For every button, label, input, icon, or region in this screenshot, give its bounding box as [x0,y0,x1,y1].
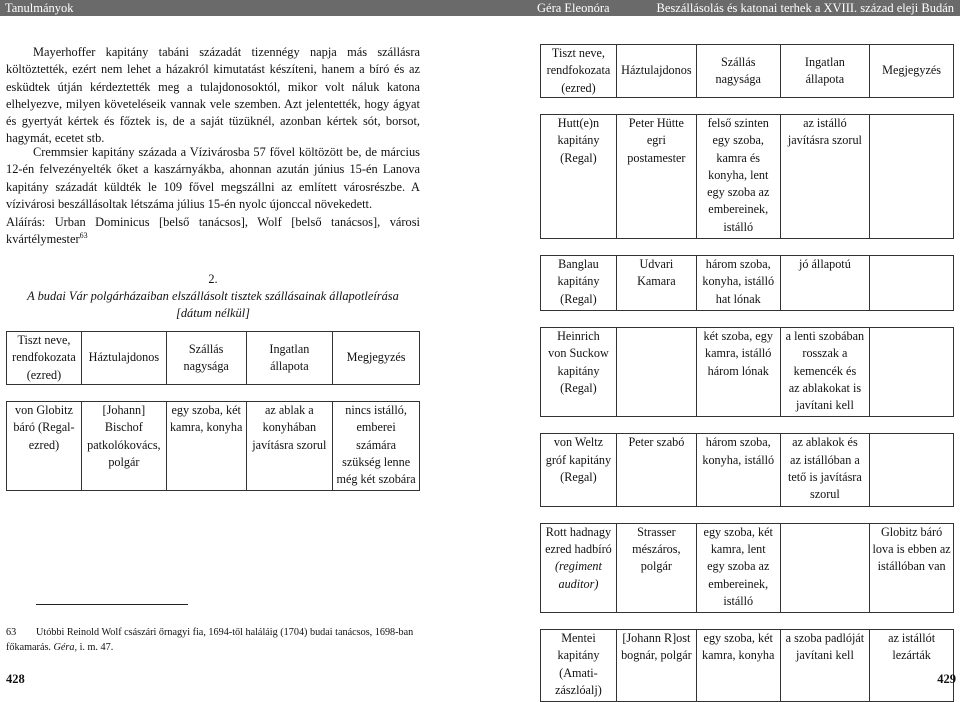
cell-owner [616,434,696,506]
cell-quarters [696,256,780,311]
cell-owner [616,256,696,311]
cell-line: Háztulajdonos [621,63,692,78]
cell-line: javítani kell [795,648,854,663]
cell-line: egy szoba az [707,185,770,200]
cell-officer [7,402,82,491]
table-row [541,523,954,612]
signature-line: Aláírás: Urban Dominicus [belső tanácsos], Wolf [belső tanácsos], városi kvártélymester$^{63}$ [6,215,420,247]
footnote-source: Géra, [53,642,78,653]
right-table-header [541,45,954,98]
cell-line: szükség lenne [342,454,411,469]
cell-line: Megjegyzés [346,350,406,365]
cell-line: (ezred) [561,80,596,95]
left-table-header [7,332,420,385]
cell-line: konyha, lent [708,167,769,182]
cell-line: von Globitz [15,403,73,417]
running-header [0,0,960,16]
cell-line: felső szinten [707,116,769,130]
cell-line: az ablakokat is [788,380,862,395]
header-section: Tanulmányok [5,1,74,15]
cell-line: istálló [723,593,754,608]
cell-line: Strasser [637,524,676,539]
cell-line: tető is javításra [788,470,862,485]
cell-line: embereinek, [708,576,769,591]
row-gap [541,506,954,523]
cell-line: nincs istálló, [345,403,407,417]
cell-line: mészáros, [632,541,681,556]
cell-line: állapota [270,359,309,373]
cell-line: postamester [627,150,686,165]
page-number-left: 428 [6,672,25,686]
row-gap [541,417,954,434]
document-date: [dátum nélkül] [176,306,250,320]
cell-line: az istállóban a [790,452,860,467]
cell-line: Bischof [104,420,143,435]
page-number-right: 429 [937,672,956,686]
cell-line: számára [356,437,397,452]
cell-remarks [870,256,954,311]
cell-quarters [696,630,780,702]
cell-owner [616,115,696,239]
cell-line: bognár, polgár [621,648,692,663]
cell-line: zászlóalj) [555,683,602,698]
row-gap [541,98,954,115]
cell-line: javítani kell [795,398,854,413]
cell-condition [780,630,870,702]
table-row [541,630,954,702]
cell-line: Peter szabó [628,435,685,450]
cell-quarters [696,327,780,416]
header-condition [780,45,870,98]
cell-line: (Regal) [560,380,597,395]
cell-line: kamra, lent [710,541,766,556]
cell-line: lova is ebben az [872,541,951,556]
cell-officer [541,523,617,612]
cell-line: három lónak [707,363,769,378]
cell-line: (regiment [554,559,602,574]
header-condition [246,332,333,385]
cell-owner [616,630,696,702]
document-number: 2. [208,272,218,286]
cell-line: Banglau [558,257,599,272]
cell-line: auditor) [558,576,599,591]
row-gap [541,613,954,630]
cell-line: egy szoba, két [703,631,773,646]
cell-line: lezárták [892,648,931,663]
cell-line: javításra szorul [252,437,327,452]
cell-owner [616,327,696,416]
document-title: A budai Vár polgárházaiban elszállásolt tisztek szállásainak állapotleírása [27,289,399,303]
header-officer [541,45,617,98]
cell-line: kapitány [557,363,600,378]
footnote-divider [36,604,188,605]
cell-officer [541,630,617,702]
cell-line: Heinrich [557,328,600,343]
cell-quarters [696,434,780,506]
cell-line: még két szobára [336,472,416,487]
cell-line: kamra, istálló [705,346,772,361]
cell-condition [780,434,870,506]
table-row [541,327,954,416]
right-table [540,44,954,702]
cell-line: Háztulajdonos [88,350,160,365]
cell-line: gróf kapitány [545,452,612,467]
cell-line: egy szoba, két [703,524,773,539]
cell-line: állapota [805,72,845,86]
cell-line: (Amati- [559,665,598,680]
cell-line: rendfokozata [12,350,76,365]
cell-line: az ablak a [265,403,314,417]
cell-condition [780,256,870,311]
cell-line: Szállás [188,341,224,356]
header-author: Géra Eleonóra [537,1,610,15]
cell-line: Hutt(e)n [557,116,600,130]
cell-line: a lenti szobában [785,328,865,343]
cell-line: Rott hadnagy [545,524,612,539]
cell-line: Szállás [720,54,756,69]
cell-remarks [870,327,954,416]
cell-line: szorul [810,487,840,502]
cell-remarks [333,402,420,491]
cell-line: kemencék és [793,363,857,378]
cell-line: hat lónak [715,291,761,306]
cell-line: polgár [108,454,140,469]
header-owner [81,332,166,385]
cell-line: rendfokozata [546,63,611,78]
cell-line: két szoba, egy [703,328,773,343]
footnote-text: Utóbbi Reinold Wolf császári őrnagyi fia, 1694-től haláláig (1704) budai tanácsos, 1698-ban főkamarás. [6,627,414,653]
cell-line: (Regal) [560,150,597,165]
row-gap [7,385,420,402]
cell-line: [Johann] [102,403,146,417]
cell-line: kamra, konyha [169,420,243,435]
cell-quarters [696,523,780,612]
header-owner [616,45,696,98]
footnote [6,625,430,655]
header-title: Beszállásolás és katonai terhek a XVIII. század eleji Budán [656,1,954,15]
cell-line: egy szoba, [712,133,764,148]
table-row [7,402,420,491]
cell-line: patkolókovács, [87,437,161,452]
cell-line: Ingatlan [269,341,310,356]
cell-line: Tiszt neve, [551,46,605,61]
table-row [541,115,954,239]
cell-line: (Regal) [560,470,597,485]
cell-remarks [870,115,954,239]
cell-line: istállóban van [877,559,946,574]
cell-line: egy szoba az [707,559,770,574]
cell-line: (Regal) [560,291,597,306]
cell-officer [541,256,617,311]
cell-line: kapitány [557,274,600,289]
cell-officer [541,115,617,239]
cell-line: von Weltz [553,435,604,450]
cell-condition [780,523,870,612]
cell-line: Megjegyzés [882,63,942,78]
cell-line: rosszak a [802,346,848,361]
cell-line: istálló [723,219,754,234]
cell-line: Globitz báró [880,524,943,539]
row-gap [541,239,954,256]
header-remarks [870,45,954,98]
cell-line: Tiszt neve, [17,333,71,348]
cell-line: Ingatlan [804,54,845,69]
cell-line: ezred hadbíró [545,541,612,556]
cell-condition [780,327,870,416]
cell-condition [780,115,870,239]
cell-line: ezred) [28,437,60,452]
cell-line: az ablakok és [792,435,858,450]
cell-line: nagysága [715,72,761,86]
cell-remarks [870,434,954,506]
cell-line: [Johann R]ost [622,631,691,646]
cell-quarters [696,115,780,239]
cell-line: kamra, konyha [702,648,775,663]
cell-line: a szoba padlóját [785,631,865,646]
cell-line: báró (Regal- [13,420,75,435]
paragraph-mayerhoffer: Mayerhoffer kapitány tabáni századát tizennégy napja más szállásra költöztették, ezért nem lehet a házakról kimutatást készíteni, hanem a bíró és az esküdtek útján kérdeztették meg a tulajdonosoktól, mikor volt náluk katona elhelyezve, milyen követeléseik vannak vele szemben. Azt jelentették, hogy ágyat és gyertyát kértek és főztek is, de a saját tüzüknél, azonban kértek sót, borsot, hagymát, ecetet stb. [6,45,420,146]
cell-officer [541,327,617,416]
cell-remarks [870,630,954,702]
cell-line: kamra és [716,150,761,165]
row-gap [541,310,954,327]
cell-line: jó állapotú [799,257,851,272]
cell-line: konyhában [262,420,317,435]
header-quarters [166,332,246,385]
cell-line: egy szoba, két [171,403,241,417]
cell-line: három szoba, [705,435,771,450]
cell-quarters [166,402,246,491]
cell-line: az istálló [803,116,847,130]
cell-condition [246,402,333,491]
footnote-ref[interactable]: 63 [79,231,88,241]
cell-line: emberei [356,420,396,435]
header-officer [7,332,82,385]
header-quarters [696,45,780,98]
cell-line: az istállót [888,631,936,646]
cell-line: Udvari Kamara [637,257,676,289]
cell-remarks [870,523,954,612]
table-header-row [7,332,420,385]
cell-owner [616,523,696,612]
cell-line: nagysága [183,359,229,373]
cell-line: polgár [640,559,672,574]
paragraph-cremmsier: Cremmsier kapitány százada a Vízivárosba 57 fővel költözött be, de március 12-én felvezényelték őket a kaszárnyákba, ahonnan azután június 15-én Lanova kapitány századát küldték le 109 fővel megszállni az említett városrészbe. A vízivárosi beszállásoltak létszáma július 15-én nyolc újonccal növekedett. [6,145,420,211]
cell-line: három szoba, [705,257,771,272]
left-table [6,331,420,491]
table-header-row [541,45,954,98]
cell-line: Mentei kapitány [557,631,600,663]
cell-line: (ezred) [26,367,62,382]
cell-owner [81,402,166,491]
cell-line: Peter Hütte egri [628,116,684,148]
cell-line: kapitány [557,133,600,148]
footnote-source-rest: i. m. 47. [79,642,114,653]
footnote-number: 63 [6,627,17,638]
cell-officer [541,434,617,506]
header-remarks [333,332,420,385]
table-row [541,256,954,311]
cell-line: von Suckow [548,346,609,361]
cell-line: embereinek, [708,202,769,217]
table-row [541,434,954,506]
cell-line: konyha, istálló [702,274,775,289]
cell-line: javításra szorul [787,133,862,148]
cell-line: konyha, istálló [702,452,775,467]
